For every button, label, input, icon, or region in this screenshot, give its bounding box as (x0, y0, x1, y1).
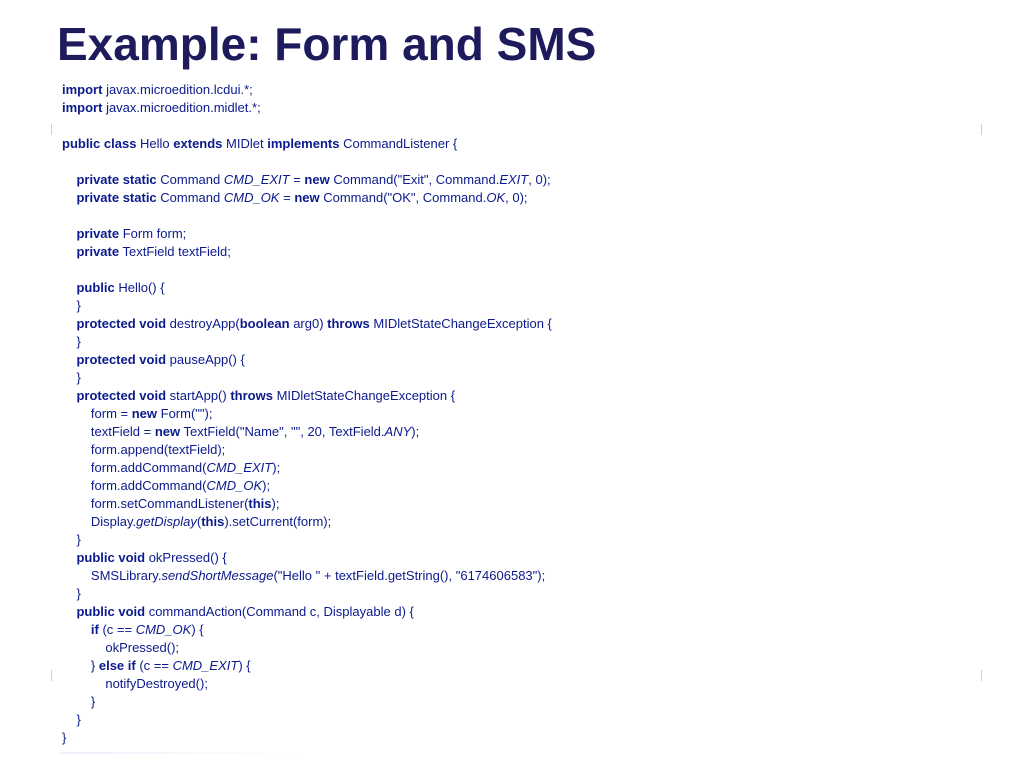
code-text: ); (262, 478, 271, 493)
code-identifier: CMD_OK (135, 622, 192, 637)
code-text: Display. (62, 514, 137, 529)
code-line (62, 513, 552, 531)
frame-edge-mark (981, 670, 982, 681)
code-text: ("Hello " + textField.getString(), "6174606583"); (273, 568, 546, 583)
code-text: Hello (136, 136, 174, 151)
code-line (62, 189, 552, 207)
code-text: okPressed(); (62, 640, 180, 655)
code-text: destroyApp( (166, 316, 240, 331)
code-line (62, 225, 552, 243)
code-text: ); (271, 496, 280, 511)
code-line (62, 675, 552, 693)
code-line (62, 315, 552, 333)
code-text (62, 352, 76, 367)
code-text: Command (156, 172, 224, 187)
code-line (62, 171, 552, 189)
code-line (62, 567, 552, 585)
code-text: form.setCommandListener( (62, 496, 249, 511)
slide-title: Example: Form and SMS (57, 18, 597, 70)
code-line (62, 153, 552, 171)
code-keyword: new (294, 190, 320, 205)
code-keyword: public (76, 280, 115, 295)
code-text (62, 280, 76, 295)
code-line (62, 207, 552, 225)
code-keyword: private (76, 226, 120, 241)
code-text: form.append(textField); (62, 442, 226, 457)
code-keyword: protected void (76, 316, 167, 331)
code-keyword: throws (230, 388, 273, 403)
code-line (62, 729, 552, 747)
code-keyword: implements (267, 136, 340, 151)
code-text (62, 244, 76, 259)
code-keyword: private static (76, 172, 157, 187)
code-text: } (62, 370, 81, 385)
code-line (62, 693, 552, 711)
code-text: javax.microedition.midlet.*; (102, 100, 261, 115)
code-keyword: new (131, 406, 158, 421)
code-text (62, 622, 91, 637)
code-text (62, 316, 76, 331)
code-text (62, 388, 76, 403)
code-text: form.addCommand( (62, 478, 207, 493)
code-keyword: import (62, 82, 103, 97)
code-text: Hello() { (114, 280, 165, 295)
code-line (62, 657, 552, 675)
code-listing (62, 81, 552, 747)
code-text: Command("OK", Command. (319, 190, 487, 205)
code-text: textField = (62, 424, 155, 439)
code-text: , 0); (505, 190, 528, 205)
footer-fade (60, 752, 305, 754)
code-line (62, 387, 552, 405)
code-text: = (289, 172, 305, 187)
code-line (62, 81, 552, 99)
code-text: } (62, 712, 81, 727)
code-keyword: private static (76, 190, 157, 205)
code-keyword: if (90, 622, 99, 637)
code-text: arg0) (289, 316, 328, 331)
code-text: Form(""); (157, 406, 213, 421)
code-text: ) { (191, 622, 204, 637)
code-identifier: CMD_OK (206, 478, 263, 493)
code-text (62, 604, 76, 619)
code-text: notifyDestroyed(); (62, 676, 208, 691)
code-keyword: private (76, 244, 120, 259)
code-line (62, 117, 552, 135)
code-text: commandAction(Command c, Displayable d) { (145, 604, 414, 619)
code-identifier: CMD_OK (223, 190, 280, 205)
code-keyword: this (201, 514, 225, 529)
code-line (62, 279, 552, 297)
frame-edge-mark (51, 670, 52, 681)
code-text: MIDlet (222, 136, 268, 151)
code-identifier: sendShortMessage (161, 568, 274, 583)
code-text: } (62, 658, 99, 673)
code-text: TextField("Name", "", 20, TextField. (180, 424, 385, 439)
code-line (62, 549, 552, 567)
code-text: ); (411, 424, 420, 439)
code-line (62, 495, 552, 513)
code-text: } (62, 298, 81, 313)
code-keyword: new (154, 424, 181, 439)
code-keyword: this (248, 496, 272, 511)
code-line (62, 585, 552, 603)
code-line (62, 369, 552, 387)
code-text: okPressed() { (145, 550, 227, 565)
code-text: startApp() (166, 388, 231, 403)
code-text: SMSLibrary. (62, 568, 162, 583)
code-text: MIDletStateChangeException { (369, 316, 552, 331)
code-text (62, 226, 76, 241)
code-text: Command (156, 190, 224, 205)
code-text: CommandListener { (339, 136, 458, 151)
code-line (62, 333, 552, 351)
code-text: Command("Exit", Command. (329, 172, 500, 187)
code-keyword: protected void (76, 388, 167, 403)
code-text: , 0); (528, 172, 551, 187)
code-line (62, 351, 552, 369)
code-text: ) { (238, 658, 251, 673)
code-identifier: getDisplay (136, 514, 197, 529)
code-text: } (62, 586, 81, 601)
code-keyword: public class (62, 136, 137, 151)
code-text: javax.microedition.lcdui.*; (102, 82, 253, 97)
code-identifier: CMD_EXIT (223, 172, 290, 187)
code-line (62, 477, 552, 495)
code-keyword: boolean (239, 316, 290, 331)
code-keyword: new (304, 172, 330, 187)
code-text: } (62, 694, 96, 709)
code-text: Form form; (119, 226, 187, 241)
code-identifier: ANY (384, 424, 412, 439)
code-line (62, 531, 552, 549)
code-text: ); (272, 460, 281, 475)
code-keyword: protected void (76, 352, 167, 367)
code-keyword: public void (76, 604, 146, 619)
code-line (62, 405, 552, 423)
code-identifier: CMD_EXIT (172, 658, 239, 673)
code-text: = (279, 190, 295, 205)
code-text: ( (196, 514, 202, 529)
code-text: ).setCurrent(form); (224, 514, 332, 529)
code-text: (c == (98, 622, 136, 637)
frame-edge-mark (981, 124, 982, 135)
code-keyword: throws (327, 316, 370, 331)
code-line (62, 603, 552, 621)
code-text: pauseApp() { (166, 352, 245, 367)
code-line (62, 297, 552, 315)
code-line (62, 261, 552, 279)
code-identifier: CMD_EXIT (206, 460, 273, 475)
code-line (62, 711, 552, 729)
code-line (62, 135, 552, 153)
code-text: MIDletStateChangeException { (272, 388, 456, 403)
code-text: form = (62, 406, 132, 421)
code-keyword: else if (98, 658, 136, 673)
code-identifier: EXIT (499, 172, 529, 187)
code-line (62, 621, 552, 639)
code-keyword: import (62, 100, 103, 115)
code-text: } (62, 334, 81, 349)
code-text (62, 550, 76, 565)
frame-edge-mark (51, 124, 52, 135)
code-line (62, 243, 552, 261)
code-line (62, 441, 552, 459)
code-identifier: OK (486, 190, 506, 205)
code-keyword: public void (76, 550, 146, 565)
code-line (62, 639, 552, 657)
code-text: (c == (135, 658, 173, 673)
code-text (62, 172, 76, 187)
code-line (62, 423, 552, 441)
code-text: } (62, 532, 81, 547)
code-line (62, 99, 552, 117)
code-text: } (62, 730, 67, 745)
code-text (62, 190, 76, 205)
code-line (62, 459, 552, 477)
code-text: form.addCommand( (62, 460, 207, 475)
code-keyword: extends (173, 136, 223, 151)
code-text: TextField textField; (119, 244, 231, 259)
